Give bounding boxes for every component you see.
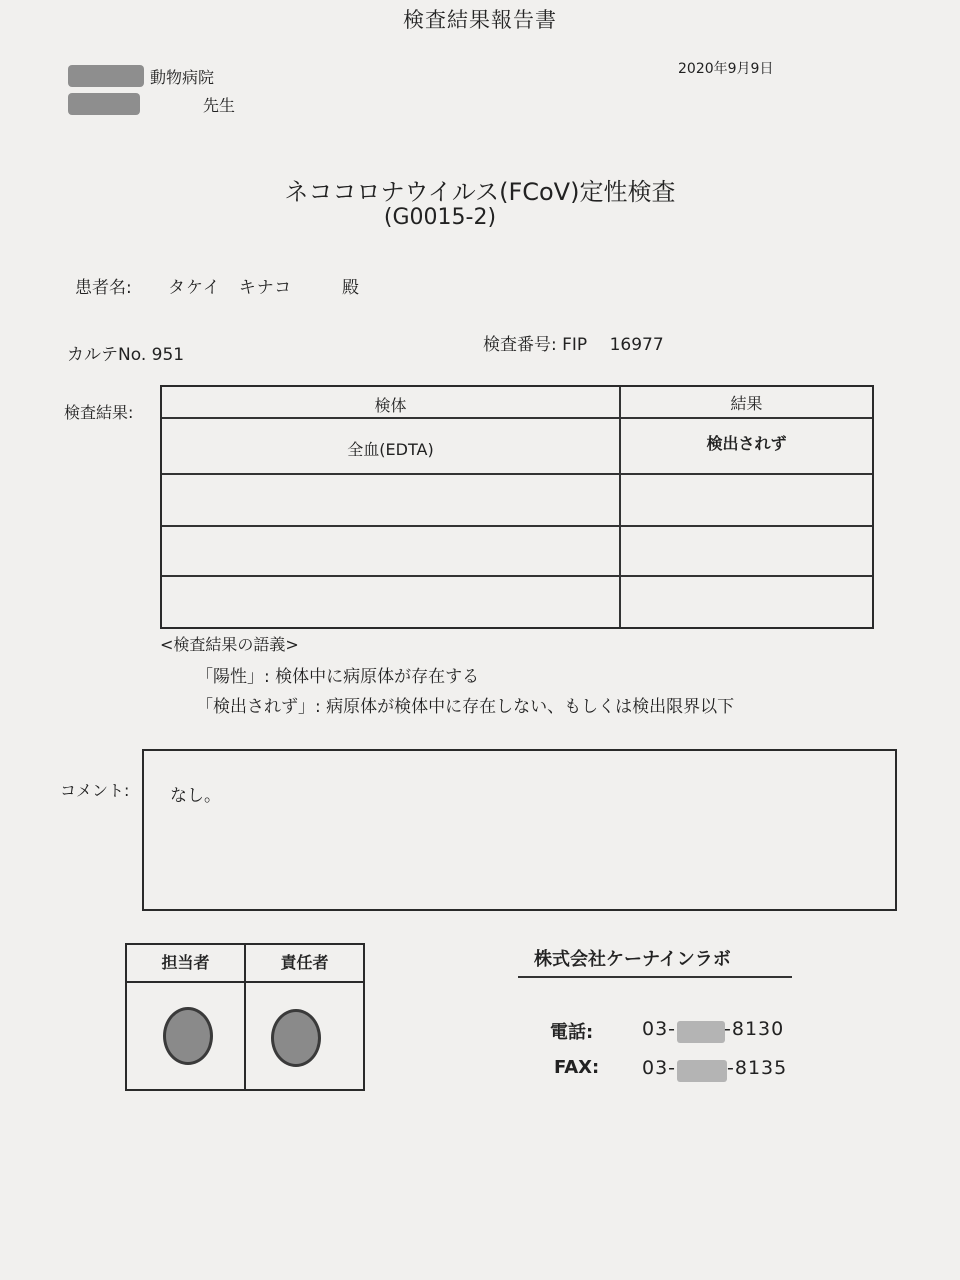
- chart-number: カルテNo. 951: [67, 345, 185, 365]
- phone-redaction: [677, 1021, 725, 1043]
- doctor-name-redaction: [68, 93, 140, 115]
- person-in-charge-label: 担当者: [161, 953, 210, 972]
- header-specimen: 検体: [374, 396, 407, 415]
- row-divider: [162, 473, 872, 475]
- specimen-cell: 全血(EDTA): [347, 440, 434, 459]
- signature-box: [125, 943, 365, 1091]
- fax-redaction: [677, 1060, 727, 1082]
- test-code: (G0015-2): [383, 205, 497, 230]
- comment-box: [142, 749, 897, 911]
- phone-label: 電話:: [550, 1022, 594, 1043]
- document-title: 検査結果報告書: [403, 8, 557, 32]
- row-divider: [162, 525, 872, 527]
- fax-suffix: -8135: [727, 1057, 788, 1079]
- company-name: 株式会社ケーナインラボ: [534, 949, 731, 970]
- patient-label: 患者名:: [75, 278, 132, 298]
- row-divider: [162, 575, 872, 577]
- patient-name: タケイ キナコ: [168, 278, 293, 298]
- results-label: 検査結果:: [64, 403, 134, 422]
- fax-label: FAX:: [554, 1057, 600, 1078]
- hospital-name-suffix: 動物病院: [150, 68, 215, 87]
- comment-label: コメント:: [60, 781, 130, 800]
- column-divider: [619, 387, 621, 627]
- phone-prefix: 03-: [642, 1018, 677, 1040]
- person-in-charge-seal-icon: [163, 1007, 213, 1065]
- patient-honorific: 殿: [342, 278, 359, 298]
- report-date: 2020年9月9日: [678, 61, 774, 77]
- supervisor-seal-icon: [271, 1009, 321, 1067]
- comment-text: なし。: [170, 786, 221, 806]
- header-result: 結果: [730, 394, 763, 413]
- legend-title: <検査結果の語義>: [160, 635, 299, 654]
- company-underline: [518, 976, 792, 978]
- hospital-name-redaction: [68, 65, 144, 87]
- supervisor-label: 責任者: [280, 953, 329, 972]
- fax-prefix: 03-: [642, 1057, 677, 1079]
- test-title: ネココロナウイルス(FCoV)定性検査: [284, 178, 676, 206]
- doctor-title: 先生: [203, 96, 236, 115]
- row-divider: [162, 417, 872, 419]
- stamp-header-line: [127, 981, 363, 983]
- results-table: [160, 385, 874, 629]
- test-number: 検査番号: FIP 16977: [483, 335, 664, 355]
- legend-positive: 「陽性」: 検体中に病原体が存在する: [196, 667, 480, 687]
- legend-not-detected: 「検出されず」: 病原体が検体中に存在しない、もしくは検出限界以下: [196, 697, 735, 717]
- result-cell: 検出されず: [706, 434, 787, 453]
- phone-suffix: -8130: [724, 1018, 785, 1040]
